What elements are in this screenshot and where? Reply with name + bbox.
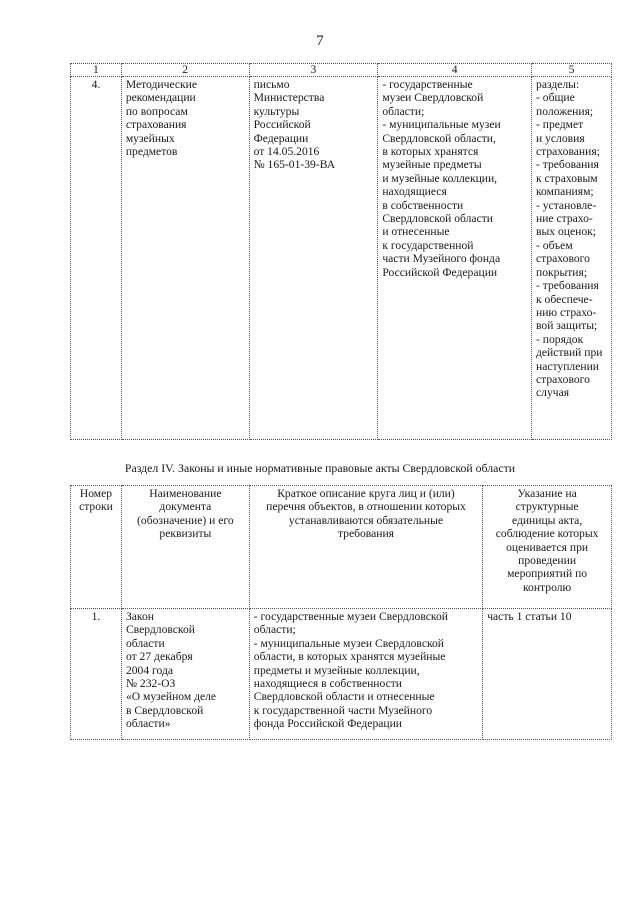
document-details-cell: письмо Министерства культуры Российской Федерации от 14.05.2016 № 165-01-39-ВА [249, 77, 378, 440]
row-number: 4. [71, 77, 122, 440]
column-numbers-row [71, 64, 612, 77]
structural-units-cell: разделы: - общие положения; - предмет и условия страхования; - требования к страховым компаниям; - установле- ние страхо- вых оценок; - объем страхового покрытия; - требования к обеспече- нию страхо- вой защиты; - порядок действий при наступлении страхового случая [532, 77, 612, 440]
col-number-1: 1 [71, 64, 122, 77]
subjects-description-cell: - государственные музеи Свердловской области; - муниципальные музеи Свердловской области, в которых хранятся музейные предметы и музейные коллекции, находящиеся в собственности Свердловской области и отнесенные к государственной части Музейного фонда Российской Федерации [249, 609, 482, 740]
col-number-2: 2 [121, 64, 249, 77]
header-description: Краткое описание круга лиц и (или) перечня объектов, в отношении которых устанавливаются обязательные требования [249, 486, 482, 609]
header-row [71, 486, 612, 609]
laws-table [70, 485, 612, 740]
header-structural-units: Указание на структурные единицы акта, соблюдение которых оценивается при проведении мероприятий по контролю [483, 486, 612, 609]
row-number: 1. [71, 609, 122, 740]
document-name-cell: Закон Свердловской области от 27 декабря 2004 года № 232-ОЗ «О музейном деле в Свердловской области» [121, 609, 249, 740]
header-document-name: Наименование документа (обозначение) и его реквизиты [121, 486, 249, 609]
header-row-number: Номер строки [71, 486, 122, 609]
requirements-table-top [70, 63, 612, 440]
col-number-3: 3 [249, 64, 378, 77]
col-number-5: 5 [532, 64, 612, 77]
subjects-description-cell: - государственные музеи Свердловской области; - муниципальные музеи Свердловской области, в которых хранятся музейные предметы и музейные коллекции, находящиеся в собственности Свердловской области и отнесенные к государственной части Музейного фонда Российской Федерации [378, 77, 532, 440]
table-row [71, 609, 612, 740]
table-row [71, 77, 612, 440]
page-number: 7 [316, 33, 324, 49]
document-name-cell: Методические рекомендации по вопросам страхования музейных предметов [121, 77, 249, 440]
structural-units-cell: часть 1 статьи 10 [483, 609, 612, 740]
col-number-4: 4 [378, 64, 532, 77]
section-title: Раздел IV. Законы и иные нормативные правовые акты Свердловской области [124, 461, 516, 475]
